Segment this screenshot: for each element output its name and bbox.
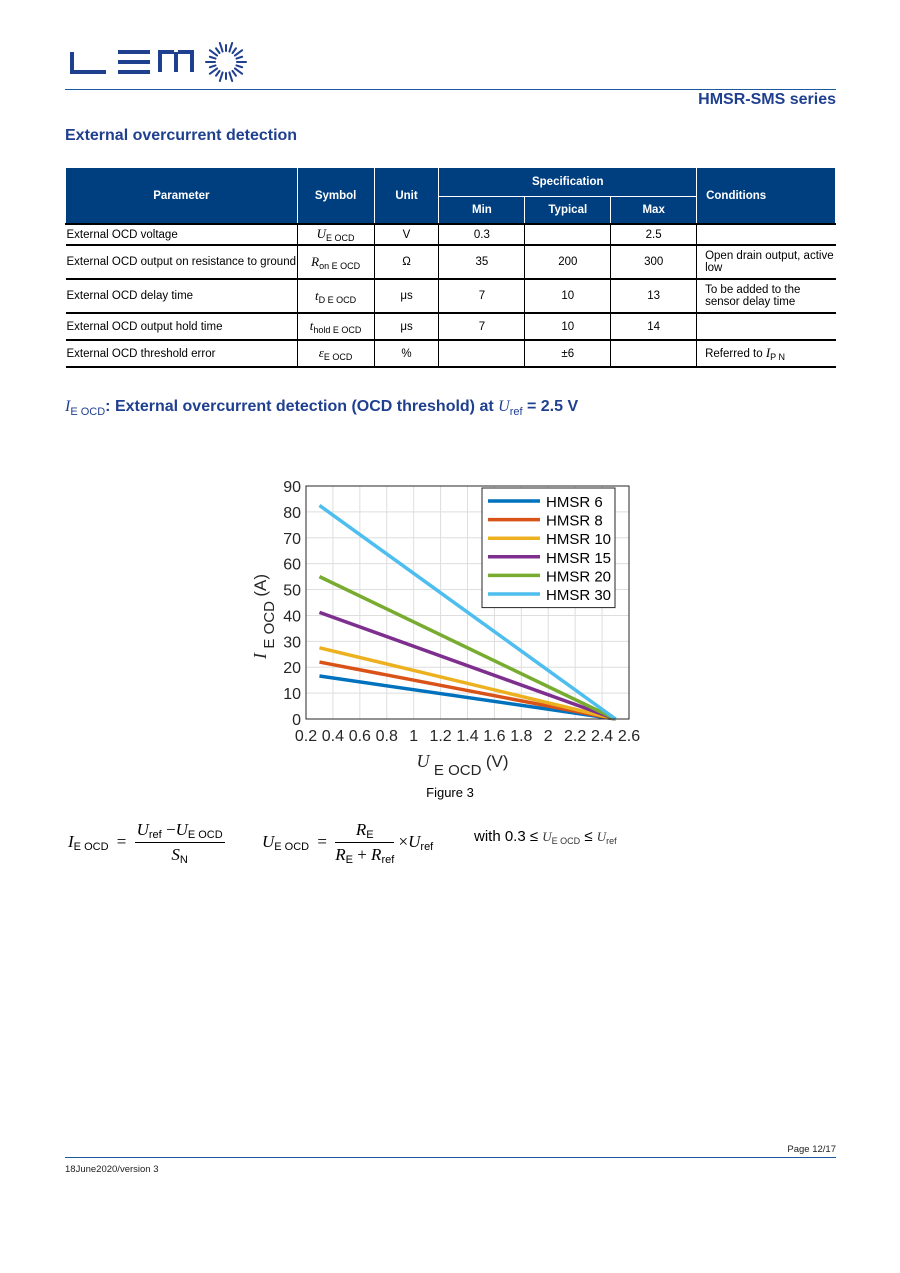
row-conditions: To be added to the sensor delay time <box>697 279 836 313</box>
row-max: 14 <box>611 313 697 340</box>
spec-table <box>65 167 836 368</box>
x-tick-label: 1.6 <box>483 728 506 745</box>
y-tick-label: 50 <box>283 582 301 600</box>
row-conditions <box>697 224 836 245</box>
header-parameter: Parameter <box>66 168 298 225</box>
y-tick-label: 70 <box>283 530 301 548</box>
x-tick-label: 0.6 <box>348 728 371 745</box>
row-typical: ±6 <box>525 340 611 367</box>
row-max: 300 <box>611 245 697 279</box>
figure-caption: Figure 3 <box>426 785 474 800</box>
row-symbol: $t_{hold E OCD}$ <box>297 313 374 340</box>
row-max <box>611 340 697 367</box>
header-unit: Unit <box>374 168 439 225</box>
chart-heading: $I_{E OCD}$: External overcurrent detection (OCD threshold) at $U_{ref} = 2.5$ V <box>65 398 579 418</box>
row-typical <box>525 224 611 245</box>
header-min: Min <box>439 197 525 225</box>
y-tick-label: 90 <box>283 479 301 496</box>
y-axis-label: I E OCD (A) <box>250 573 278 660</box>
logo-ray <box>229 72 232 81</box>
logo-ray <box>210 65 216 67</box>
lem-logo-mark <box>68 40 248 86</box>
y-tick-label: 0 <box>292 712 301 729</box>
row-unit: Ω <box>374 245 439 279</box>
y-tick-label: 20 <box>283 660 301 678</box>
row-conditions: Referred to $I_{P N}$ <box>697 340 836 367</box>
x-tick-label: 1 <box>409 728 419 745</box>
header-max: Max <box>611 197 697 225</box>
logo-ray <box>236 57 242 59</box>
row-min: 7 <box>439 279 525 313</box>
row-symbol: $U_{E OCD}$ <box>297 224 374 245</box>
formula-condition: with $0.3 \le U_{E OCD} \le U_{ref}$ <box>474 828 617 846</box>
x-tick-label: 1.8 <box>510 728 533 745</box>
lem-logo <box>68 40 248 86</box>
table-row <box>66 279 836 313</box>
logo-ray <box>210 68 217 73</box>
row-typical: 200 <box>525 245 611 279</box>
row-unit: % <box>374 340 439 367</box>
header-conditions: Conditions <box>697 168 836 225</box>
x-tick-label: 2.4 <box>590 728 614 745</box>
x-tick-label: 0.4 <box>321 728 345 745</box>
header-typical: Typical <box>525 197 611 225</box>
logo-ray <box>232 48 236 53</box>
x-tick-label: 1.2 <box>429 728 452 745</box>
row-symbol: $t_{D E OCD}$ <box>297 279 374 313</box>
table-row <box>66 245 836 279</box>
logo-ray <box>216 71 220 76</box>
row-conditions <box>697 313 836 340</box>
legend-label: HMSR 8 <box>546 512 603 530</box>
header-rule <box>65 89 836 90</box>
x-tick-label: 2.2 <box>564 728 587 745</box>
row-min: 7 <box>439 313 525 340</box>
section-title: External overcurrent detection <box>65 127 298 144</box>
row-typical: 10 <box>525 279 611 313</box>
x-tick-label: 0.8 <box>375 728 398 745</box>
formula-voltage: UE OCD = $\frac{RE}{\text{RE + Rref}}$ ×Uref <box>262 820 434 866</box>
table-row <box>66 340 836 367</box>
logo-ray <box>229 43 232 52</box>
x-axis-label: U E OCD (V) <box>416 751 509 779</box>
logo-ray <box>235 50 242 55</box>
legend-label: HMSR 6 <box>546 494 603 511</box>
logo-ray <box>220 43 223 52</box>
footer-rule <box>65 1157 836 1158</box>
row-max: 2.5 <box>611 224 697 245</box>
logo-ray <box>236 65 242 67</box>
y-tick-label: 10 <box>283 686 301 704</box>
header-specification: Specification <box>439 168 697 197</box>
formula-current: IE OCD = $\frac{\text{Uref −UE OCD}}{SN}$ <box>68 820 223 866</box>
row-unit: V <box>374 224 439 245</box>
legend-label: HMSR 15 <box>546 549 612 567</box>
page-number: Page 12/17 <box>787 1144 836 1155</box>
table-row <box>66 313 836 340</box>
x-tick-label: 1.4 <box>456 728 479 745</box>
row-min <box>439 340 525 367</box>
fraction: $\frac{\text{Uref −UE OCD}}{SN}$ <box>136 820 223 866</box>
x-tick-label: 0.2 <box>294 728 318 745</box>
row-symbol: $\varepsilon_{E OCD}$ <box>297 340 374 367</box>
y-tick-label: 60 <box>283 556 301 574</box>
legend-label: HMSR 30 <box>546 587 612 604</box>
ocd-chart <box>240 470 660 780</box>
logo-ray <box>232 71 236 76</box>
logo-ray <box>210 50 217 55</box>
logo-ray <box>210 57 216 59</box>
row-parameter: External OCD output hold time <box>66 313 298 340</box>
row-max: 13 <box>611 279 697 313</box>
y-tick-label: 80 <box>283 504 301 522</box>
y-tick-label: 30 <box>283 634 301 652</box>
logo-ray <box>220 72 223 81</box>
logo-ray <box>235 68 242 73</box>
row-parameter: External OCD output on resistance to ground <box>66 245 298 279</box>
logo-ray <box>216 48 220 53</box>
table-row <box>66 224 836 245</box>
row-parameter: External OCD threshold error <box>66 340 298 367</box>
row-unit: μs <box>374 313 439 340</box>
x-tick-label: 2 <box>543 728 553 745</box>
row-typical: 10 <box>525 313 611 340</box>
row-unit: μs <box>374 279 439 313</box>
row-symbol: $R_{on E OCD}$ <box>297 245 374 279</box>
row-min: 35 <box>439 245 525 279</box>
row-parameter: External OCD delay time <box>66 279 298 313</box>
x-tick-label: 2.6 <box>617 728 641 745</box>
fraction: $\frac{RE}{\text{RE + Rref}}$ <box>335 820 395 866</box>
legend-label: HMSR 20 <box>546 568 612 586</box>
document-version: 18June2020/version 3 <box>65 1164 159 1175</box>
row-min: 0.3 <box>439 224 525 245</box>
series-title: HMSR-SMS series <box>698 91 836 108</box>
header-symbol: Symbol <box>297 168 374 225</box>
row-parameter: External OCD voltage <box>66 224 298 245</box>
row-conditions: Open drain output, active low <box>697 245 836 279</box>
y-tick-label: 40 <box>283 608 301 626</box>
legend-label: HMSR 10 <box>546 531 612 549</box>
